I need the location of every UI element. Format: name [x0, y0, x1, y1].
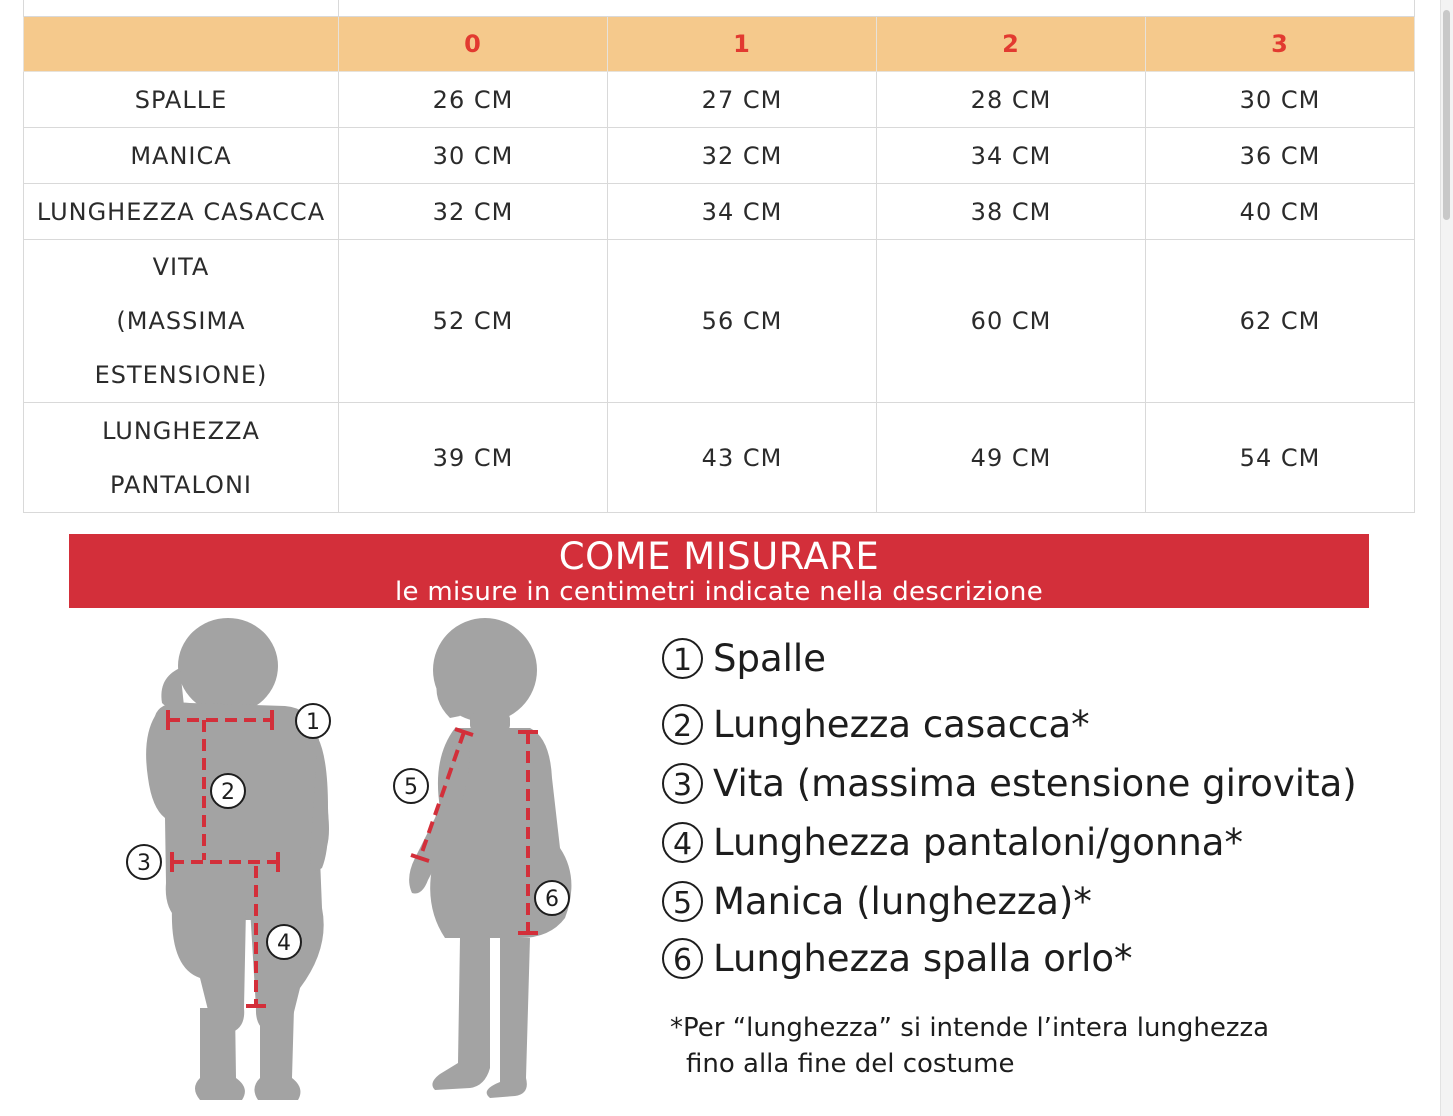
cell-value: 56 CM — [608, 240, 877, 403]
legend-label: Lunghezza spalla orlo* — [713, 936, 1133, 980]
cell-value: 28 CM — [877, 72, 1146, 128]
legend-label: Vita (massima estensione girovita) — [713, 761, 1357, 805]
legend-number: 5 — [662, 881, 703, 922]
cell-value: 34 CM — [877, 128, 1146, 184]
table-row — [24, 128, 1415, 184]
figure-label-6: 6 — [545, 887, 559, 912]
length-note — [670, 1010, 1269, 1082]
figure-label-5: 5 — [404, 775, 418, 800]
cell-value: 43 CM — [608, 403, 877, 513]
legend-number: 3 — [662, 763, 703, 804]
figure-label-2: 2 — [221, 780, 235, 805]
cell-value: 32 CM — [608, 128, 877, 184]
figure-label-3: 3 — [137, 851, 151, 876]
table-top-row — [24, 0, 1415, 17]
figure-label-4: 4 — [277, 931, 291, 956]
size-header-3: 3 — [1146, 17, 1415, 72]
banner-subtitle: le misure in centimetri indicate nella descrizione — [394, 577, 1044, 607]
row-label: MANICA — [24, 128, 339, 184]
cell-value: 62 CM — [1146, 240, 1415, 403]
legend-item-spalle — [662, 633, 826, 683]
legend-number: 2 — [662, 704, 703, 745]
cell-value: 60 CM — [877, 240, 1146, 403]
table-row — [24, 184, 1415, 240]
note-line-1: *Per “lunghezza” si intende l’intera lunghezza — [670, 1013, 1270, 1043]
table-top-label — [339, 0, 1415, 17]
cell-value: 36 CM — [1146, 128, 1415, 184]
figure-label-1: 1 — [306, 710, 320, 735]
cell-value: 38 CM — [877, 184, 1146, 240]
legend-label: Manica (lunghezza)* — [713, 879, 1092, 923]
cell-value: 32 CM — [339, 184, 608, 240]
legend-label: Spalle — [713, 636, 826, 680]
table-row — [24, 72, 1415, 128]
header-empty-cell — [24, 17, 339, 72]
cell-value: 26 CM — [339, 72, 608, 128]
table-corner-cell — [24, 0, 339, 17]
legend-item-vita — [662, 758, 1357, 808]
size-header-row — [24, 17, 1415, 72]
how-to-measure-banner — [69, 534, 1369, 608]
legend-number: 1 — [662, 638, 703, 679]
row-label: VITA (MASSIMA ESTENSIONE) — [24, 240, 339, 403]
cell-value: 39 CM — [339, 403, 608, 513]
cell-value: 54 CM — [1146, 403, 1415, 513]
size-header-2: 2 — [877, 17, 1146, 72]
row-label: LUNGHEZZA CASACCA — [24, 184, 339, 240]
note-line-2: fino alla fine del costume — [686, 1049, 1015, 1079]
legend-label: Lunghezza casacca* — [713, 702, 1090, 746]
cell-value: 34 CM — [608, 184, 877, 240]
legend-item-manica — [662, 876, 1092, 926]
size-header-0: 0 — [339, 17, 608, 72]
banner-title: COME MISURARE — [558, 535, 880, 578]
legend-number: 6 — [662, 938, 703, 979]
legend-item-spalla-orlo — [662, 933, 1133, 983]
legend-number: 4 — [662, 822, 703, 863]
side-child-silhouette — [409, 618, 571, 1098]
cell-value: 27 CM — [608, 72, 877, 128]
row-label: SPALLE — [24, 72, 339, 128]
vertical-scrollbar[interactable] — [1440, 0, 1453, 1116]
cell-value: 52 CM — [339, 240, 608, 403]
cell-value: 30 CM — [339, 128, 608, 184]
legend-item-casacca — [662, 699, 1090, 749]
legend-label: Lunghezza pantaloni/gonna* — [713, 820, 1243, 864]
table-row — [24, 403, 1415, 513]
child-measurement-illustration — [60, 608, 620, 1116]
scrollbar-thumb[interactable] — [1443, 10, 1450, 220]
table-row — [24, 240, 1415, 403]
size-chart-table — [23, 0, 1415, 513]
cell-value: 49 CM — [877, 403, 1146, 513]
cell-value: 40 CM — [1146, 184, 1415, 240]
legend-item-pantaloni — [662, 817, 1243, 867]
cell-value: 30 CM — [1146, 72, 1415, 128]
row-label: LUNGHEZZA PANTALONI — [24, 403, 339, 513]
size-header-1: 1 — [608, 17, 877, 72]
